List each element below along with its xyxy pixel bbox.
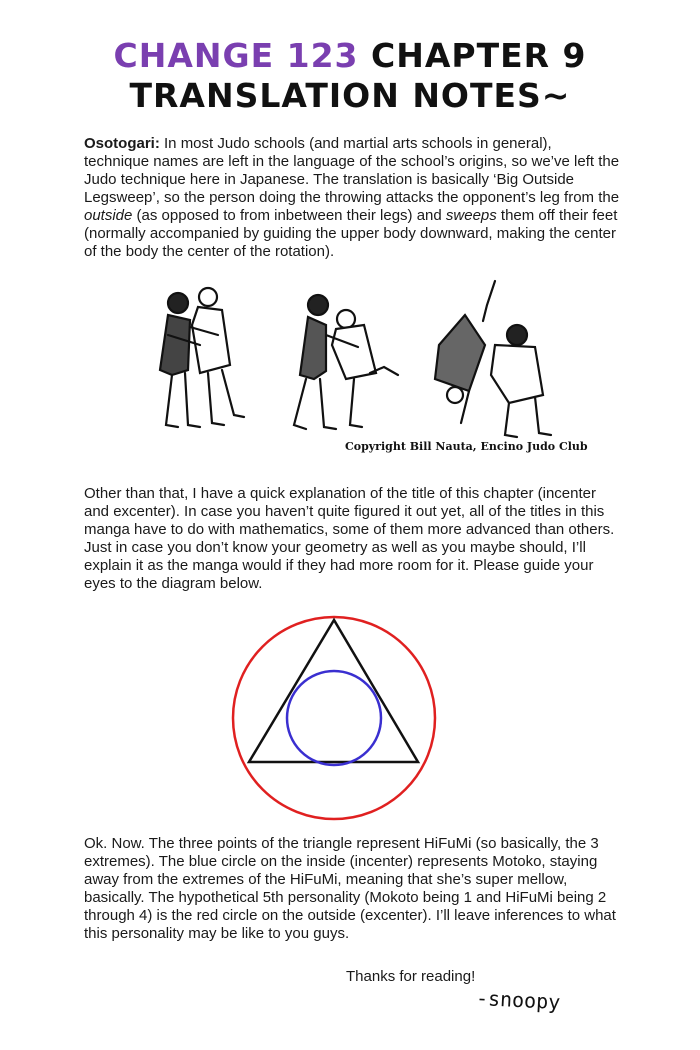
illustration-caption: Copyright Bill Nauta, Encino Judo Club — [345, 440, 588, 453]
osotogari-text-2: (as opposed to from inbetween their legs) and — [132, 207, 446, 224]
title-accent: CHANGE 123 — [113, 36, 359, 75]
osotogari-text-1: In most Judo schools (and martial arts schools in general), technique names are left in the language of the school’s origins, so we’ve left the Judo technique here in Japanese. The translation is basically ‘Big Outside Legsweep’, so the person doing the throwing attacks the opponent’s leg from the — [84, 135, 620, 206]
thanks-text: Thanks for reading! — [346, 968, 476, 985]
osotogari-text-3: them off their feet (normally accompanied by guiding the upper body downward, making the center of the body the center of the rotation). — [84, 207, 618, 260]
title-chapter: CHAPTER 9 — [358, 36, 587, 75]
excenter-circle — [233, 617, 435, 819]
page-title — [0, 36, 700, 116]
osotogari-italic-sweeps: sweeps — [445, 207, 497, 224]
judo-throw-illustration — [120, 275, 570, 460]
title-explanation-paragraph: Other than that, I have a quick explanation of the title of this chapter (incenter and excenter). In case you haven’t quite figured it out yet, all of the titles in this manga have to do with mathematics, some of them more advanced than others. Just in case you don’t know your geometry as well as you maybe should, I’ll explain it as the manga would if they had more room for it. Please guide your eyes to the diagram below. — [84, 485, 615, 592]
title-line-1 — [0, 36, 700, 76]
osotogari-italic-outside: outside — [84, 207, 133, 224]
osotogari-term: Osotogari: — [84, 135, 160, 152]
incenter-circle — [287, 671, 381, 765]
judo-stance-2-illustration — [280, 275, 410, 445]
osotogari-paragraph — [84, 135, 620, 261]
judo-stance-3-illustration — [425, 275, 555, 445]
signature: -snoopy — [475, 985, 561, 1015]
incenter-excenter-diagram — [228, 612, 440, 824]
diagram-explanation-paragraph: Ok. Now. The three points of the triangle represent HiFuMi (so basically, the 3 extremes). The blue circle on the inside (incenter) represents Motoko, staying away from the extremes of the HiFuMi, meaning that she’s super mellow, basically. The hypothetical 5th personality (Mokoto being 1 and HiFuMi being 2 through 4) is the red circle on the outside (excenter). I’ll leave inferences to what this personality may be like to you guys. — [84, 835, 616, 942]
title-line-2: TRANSLATION NOTES~ — [129, 76, 571, 115]
judo-stance-1-illustration — [130, 275, 260, 445]
triangle — [249, 620, 418, 762]
